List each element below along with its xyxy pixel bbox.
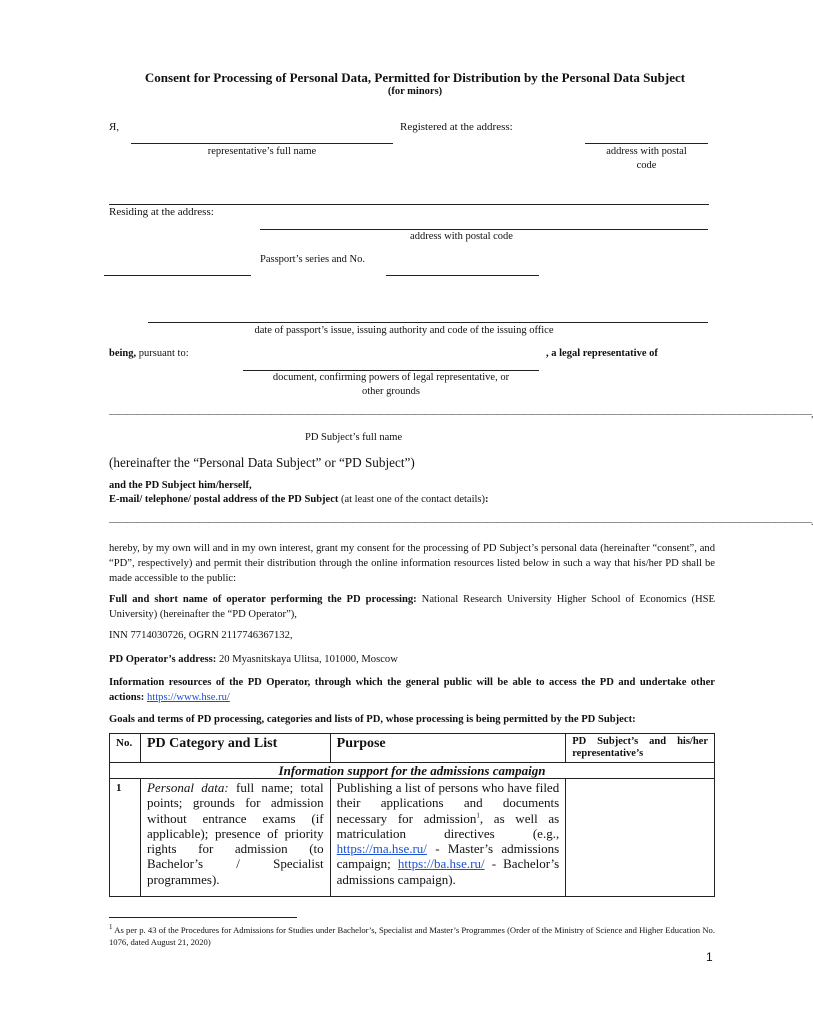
- operator-paragraph: [109, 592, 715, 622]
- contact-field[interactable]: ——————————————————————————————————————————————————————————————————————————————.: [109, 517, 813, 528]
- contact-label: E-mail/ telephone/ postal address of the PD Subject: [109, 494, 339, 505]
- document-caption-line1: document, confirming powers of legal representative, or: [272, 372, 510, 383]
- contact-hint: (at least one of the contact details): [338, 494, 486, 505]
- row1-no: 1: [110, 779, 141, 897]
- consent-paragraph: hereby, by my own will and in my own interest, grant my consent for the processing of PD Subject’s personal data (hereinafter “consent”, and “PD”, respectively) and permit their distribution through the online information resources listed below in such a way that his/her PD shall be made accessible to the public:: [109, 543, 715, 584]
- hse-link[interactable]: https://www.hse.ru/: [146, 692, 230, 703]
- passport-label: Passport’s series and No.: [260, 254, 365, 265]
- ma-link[interactable]: https://ma.hse.ru/: [336, 841, 427, 857]
- passport-issue-caption: date of passport’s issue, issuing authority and code of the issuing office: [254, 325, 554, 336]
- footnote: [109, 924, 715, 948]
- subject-name-field[interactable]: ——————————————————————————————————————————————————————————————————————————————,: [109, 409, 813, 420]
- and-subject-text: and the PD Subject him/herself,: [109, 480, 252, 491]
- rep-address-field[interactable]: [585, 143, 708, 144]
- address-caption-line1: address with postal: [606, 146, 687, 157]
- being-line: [109, 348, 189, 359]
- footnote-separator: [109, 917, 297, 918]
- row1-category: [140, 779, 330, 897]
- footnote-mark: 1: [109, 923, 113, 932]
- document-subtitle: (for minors): [387, 86, 443, 97]
- contact-colon: :: [485, 494, 489, 505]
- header-purpose: Purpose: [330, 734, 566, 763]
- being-label: being,: [109, 348, 137, 359]
- header-no: No.: [110, 734, 141, 763]
- document-field[interactable]: [243, 370, 539, 371]
- rep-name-field[interactable]: [131, 143, 393, 144]
- residing-label: Residing at the address:: [109, 206, 214, 218]
- footnote-ref[interactable]: 1: [476, 811, 480, 820]
- row1-purpose-b: , as well as matriculation directives (e.g.,: [336, 810, 560, 841]
- row1-purpose: [330, 779, 566, 897]
- address-continuation-field[interactable]: [109, 204, 709, 205]
- passport-series-field[interactable]: [104, 275, 251, 276]
- ya-label: Я,: [109, 121, 120, 133]
- row1-category-label: Personal data:: [146, 780, 229, 795]
- passport-number-field[interactable]: [386, 275, 539, 276]
- residing-address-caption: address with postal code: [410, 231, 513, 242]
- operator-address-label: PD Operator’s address:: [109, 654, 217, 665]
- operator-label: Full and short name of operator performing the PD processing:: [109, 594, 417, 605]
- row1-purpose-c: - Master’s admissions campaign;: [336, 841, 560, 872]
- header-subject: PD Subject’s and his/her representative’s: [566, 734, 715, 763]
- footnote-text: As per p. 43 of the Procedures for Admissions for Studies under Bachelor’s, Specialist and Master’s Programmes (Order of the Ministry of Science and Higher Education No. 1076, dated August 21, 2020): [109, 925, 715, 947]
- row1-category-text: full name; total points; grounds for admission without entrance exams (if applicable); presence of priority rights for admission (to Bachelor’s / Specialist programmes).: [146, 780, 324, 887]
- operator-value: National Research University Higher School of Economics (HSE University) (hereinafter the “PD Operator”),: [109, 594, 715, 620]
- contact-line: [109, 494, 489, 505]
- row1-purpose-a: Publishing a list of persons who have filed their applications and documents necessary for admission: [336, 780, 560, 826]
- pd-table: [109, 733, 715, 897]
- pursuant-label: pursuant to:: [136, 348, 189, 359]
- table-subheading-row: [110, 763, 715, 779]
- rep-name-caption: representative’s full name: [207, 146, 317, 157]
- hereinafter-text: (hereinafter the “Personal Data Subject” or “PD Subject”): [109, 455, 415, 470]
- inn-paragraph: INN 7714030726, OGRN 2117746367132,: [109, 630, 293, 641]
- residing-address-field[interactable]: [260, 229, 708, 230]
- table-row: [110, 779, 715, 897]
- row1-purpose-d: - Bachelor’s admissions campaign).: [336, 856, 560, 887]
- legal-rep-label: , a legal representative of: [546, 348, 658, 359]
- operator-address-paragraph: [109, 652, 715, 667]
- subject-name-caption: PD Subject’s full name: [305, 432, 403, 443]
- operator-address-value: 20 Myasnitskaya Ulitsa, 101000, Moscow: [216, 654, 398, 665]
- address-caption-line2: code: [636, 160, 657, 171]
- row1-subject-cell[interactable]: [566, 779, 715, 897]
- document-title: Consent for Processing of Personal Data, Permitted for Distribution by the Personal Data Subject: [144, 70, 686, 85]
- registered-label: Registered at the address:: [400, 121, 513, 133]
- goals-paragraph: Goals and terms of PD processing, categories and lists of PD, whose processing is being permitted by the PD Subject:: [109, 714, 636, 725]
- passport-issue-field[interactable]: [148, 322, 708, 323]
- resources-paragraph: [109, 675, 715, 705]
- table-header-row: [110, 734, 715, 763]
- ba-link[interactable]: https://ba.hse.ru/: [397, 856, 485, 872]
- page-number: 1: [706, 950, 713, 964]
- header-category: PD Category and List: [140, 734, 330, 763]
- document-caption-line2: other grounds: [361, 386, 421, 397]
- table-subheading: Information support for the admissions campaign: [110, 763, 715, 779]
- resources-label: Information resources of the PD Operator, through which the general public will be able to access the PD and undertake other actions:: [109, 677, 715, 703]
